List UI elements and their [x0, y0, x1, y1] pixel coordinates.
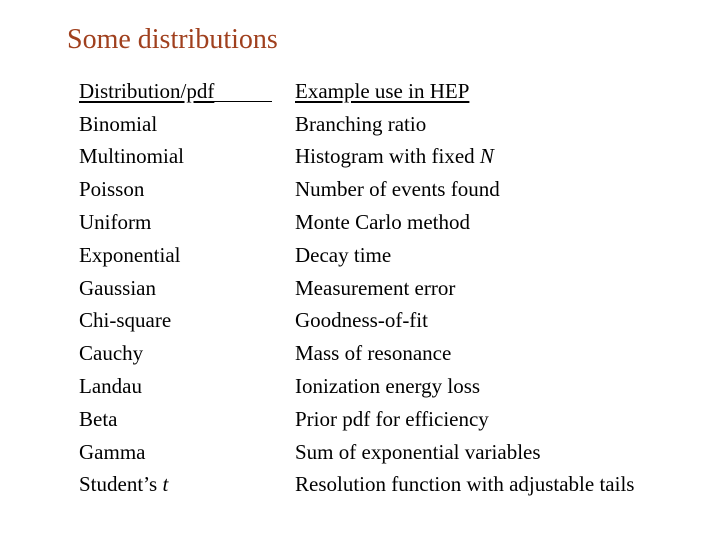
- example-use-text: Branching ratio: [295, 111, 427, 136]
- distribution-name: Exponential: [79, 242, 181, 267]
- distribution-cell: [79, 341, 295, 366]
- table-row: [79, 436, 709, 469]
- example-use-cell: [295, 210, 709, 235]
- example-use-cell: [295, 374, 709, 399]
- distribution-cell: [79, 243, 295, 268]
- table-row: [79, 141, 709, 174]
- example-use-cell: [295, 440, 709, 465]
- example-use-cell: [295, 472, 709, 497]
- distribution-cell: [79, 308, 295, 333]
- distribution-name: Poisson: [79, 177, 145, 202]
- example-use-text: Prior pdf for efficiency: [295, 406, 489, 431]
- example-use-text: Ionization energy loss: [295, 374, 481, 399]
- table-row: [79, 108, 709, 141]
- example-use-cell: [295, 177, 709, 202]
- distribution-cell: [79, 276, 295, 301]
- example-use-text: Goodness-of-fit: [295, 308, 428, 333]
- example-use-text: Sum of exponential variables: [295, 439, 541, 464]
- table-row: [79, 173, 709, 206]
- distributions-table: [79, 75, 709, 501]
- example-use-text: Measurement error: [295, 275, 456, 300]
- example-use-cell: [295, 112, 709, 137]
- distribution-name: Cauchy: [79, 341, 144, 366]
- distribution-cell: [79, 210, 295, 235]
- distribution-cell: [79, 177, 295, 202]
- distribution-name: Uniform: [79, 210, 152, 235]
- example-use-italic: N: [479, 144, 494, 169]
- example-use-cell: [295, 308, 709, 333]
- distribution-name: Gamma: [79, 439, 146, 464]
- distribution-name: Multinomial: [79, 144, 184, 169]
- example-use-text: Decay time: [295, 242, 392, 267]
- example-use-cell: [295, 144, 709, 169]
- table-row: [79, 370, 709, 403]
- example-use-cell: [295, 243, 709, 268]
- table-row: [79, 305, 709, 338]
- table-header-row: [79, 75, 709, 108]
- example-use-cell: [295, 276, 709, 301]
- example-use-text: Histogram with fixed: [295, 144, 475, 169]
- distribution-cell: [79, 440, 295, 465]
- table-row: [79, 206, 709, 239]
- distribution-cell: [79, 472, 295, 497]
- example-use-text: Monte Carlo method: [295, 210, 470, 235]
- example-use-cell: [295, 407, 709, 432]
- distribution-name: Beta: [79, 406, 118, 431]
- distribution-name-italic: t: [162, 472, 169, 497]
- distribution-cell: [79, 112, 295, 137]
- distribution-name: Chi-square: [79, 308, 172, 333]
- slide-title: Some distributions: [67, 24, 278, 55]
- distribution-cell: [79, 144, 295, 169]
- header-distribution: Distribution/pdf: [79, 79, 295, 104]
- example-use-text: Resolution function with adjustable tails: [295, 472, 635, 497]
- example-use-text: Mass of resonance: [295, 341, 452, 366]
- table-row: [79, 403, 709, 436]
- table-row: [79, 272, 709, 305]
- example-use-cell: [295, 341, 709, 366]
- table-row: [79, 337, 709, 370]
- example-use-text: Number of events found: [295, 177, 500, 202]
- distribution-cell: [79, 374, 295, 399]
- distribution-cell: [79, 407, 295, 432]
- distribution-name: Landau: [79, 374, 142, 399]
- header-example-use: Example use in HEP: [295, 78, 470, 103]
- table-body: [79, 108, 709, 502]
- distribution-name: Binomial: [79, 111, 158, 136]
- table-row: [79, 469, 709, 502]
- table-row: [79, 239, 709, 272]
- distribution-name: Gaussian: [79, 275, 156, 300]
- distribution-name: Student’s: [79, 472, 158, 497]
